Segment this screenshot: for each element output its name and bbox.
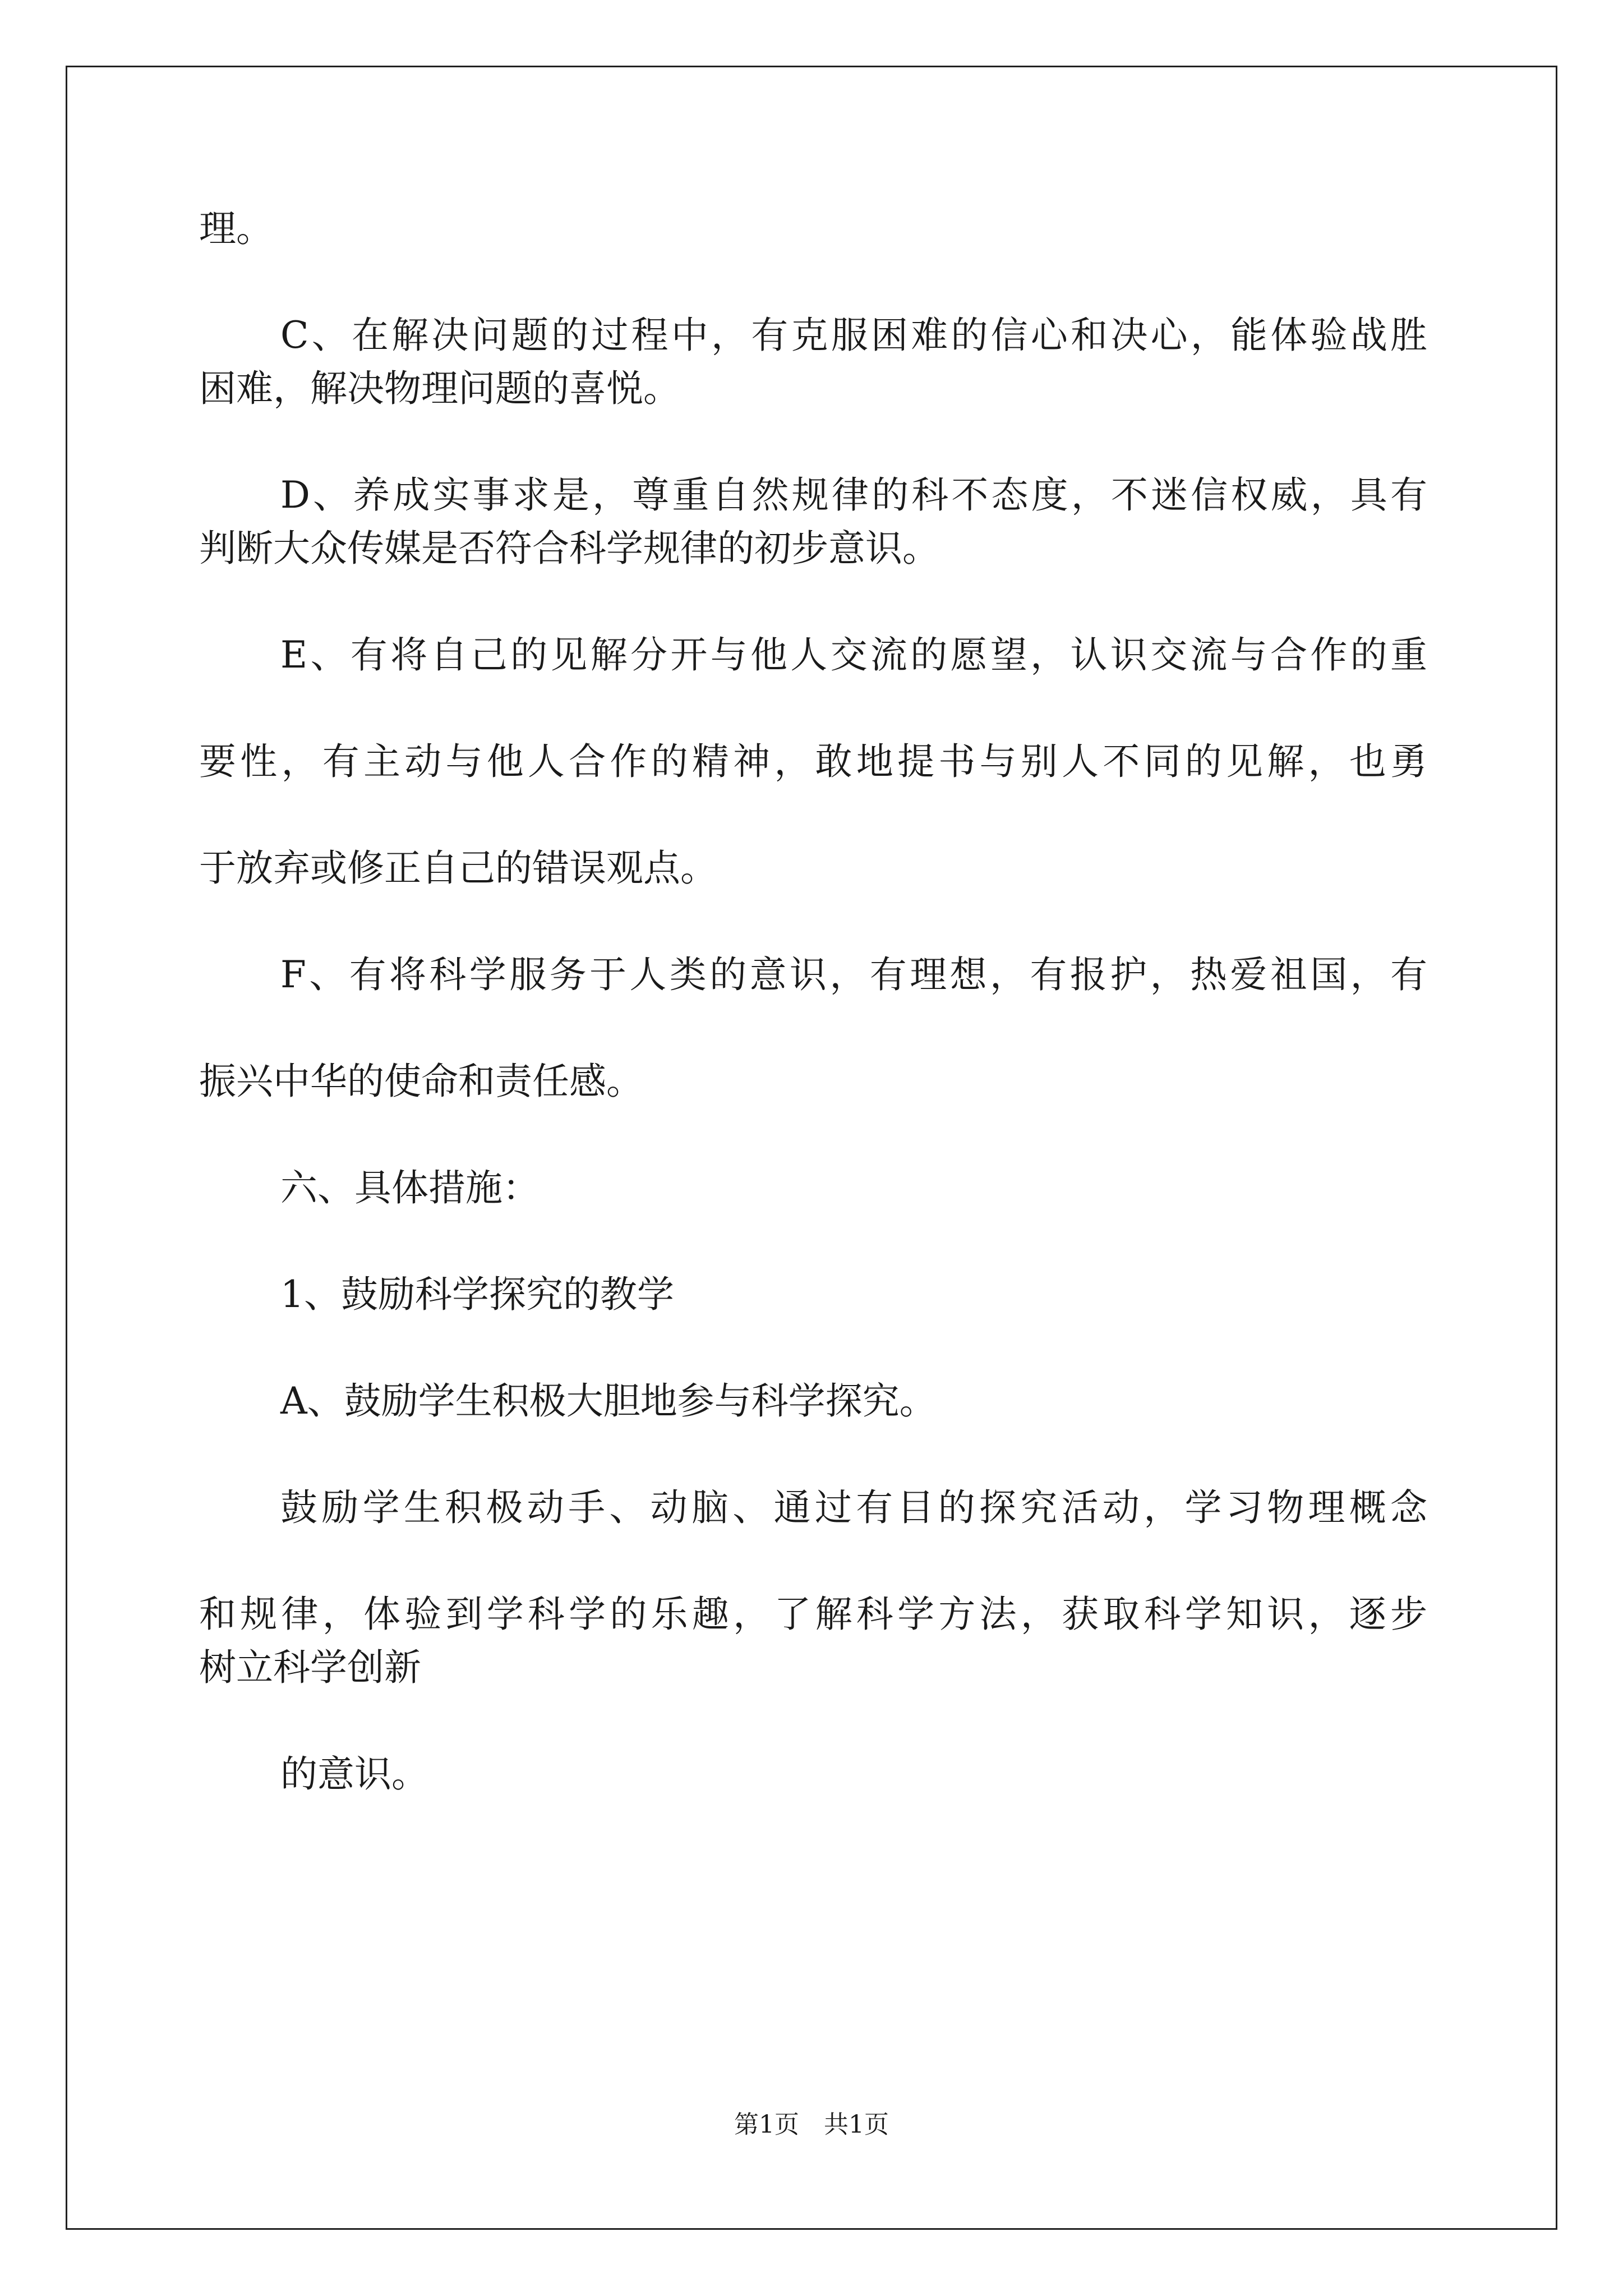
text-line-15: 和规律，体验到学科学的乐趣，了解科学方法，获取科学知识，逐步: [199, 1593, 1427, 1636]
text-line-3: 困难，解决物理问题的喜悦。: [199, 367, 680, 410]
section-heading: 六、具体措施：: [280, 1166, 540, 1209]
text-line-10: 振兴中华的使命和责任感。: [199, 1060, 643, 1103]
document-body: [199, 202, 1427, 1801]
text-line-1: 理。: [199, 207, 273, 250]
text-line-16: 树立科学创新: [199, 1646, 421, 1689]
subsection-heading: 1、鼓励科学探究的教学: [280, 1273, 674, 1316]
text-line-4: D、养成实事求是，尊重自然规律的科不态度，不迷信权威，具有: [280, 473, 1427, 517]
text-line-13: A、鼓励学生积极大胆地参与科学探究。: [280, 1379, 937, 1423]
page-total: 共1页: [824, 2110, 889, 2139]
text-line-5: 判断大众传媒是否符合科学规律的初步意识。: [199, 527, 939, 570]
text-line-7: 要性，有主动与他人合作的精神，敢地提书与别人不同的见解，也勇: [199, 740, 1427, 783]
text-line-17: 的意识。: [280, 1752, 428, 1796]
text-line-6: E、有将自己的见解分开与他人交流的愿望，认识交流与合作的重: [280, 633, 1427, 677]
text-line-8: 于放弃或修正自己的错误观点。: [199, 846, 717, 890]
text-line-14: 鼓励学生积极动手、动脑、通过有目的探究活动，学习物理概念: [280, 1486, 1427, 1529]
text-line-2: C、在解决问题的过程中，有克服困难的信心和决心，能体验战胜: [280, 314, 1427, 357]
text-line-9: F、有将科学服务于人类的意识，有理想，有报护，热爱祖国，有: [280, 953, 1427, 996]
page-number: 第1页: [734, 2110, 799, 2139]
page-footer: [0, 2108, 1623, 2142]
